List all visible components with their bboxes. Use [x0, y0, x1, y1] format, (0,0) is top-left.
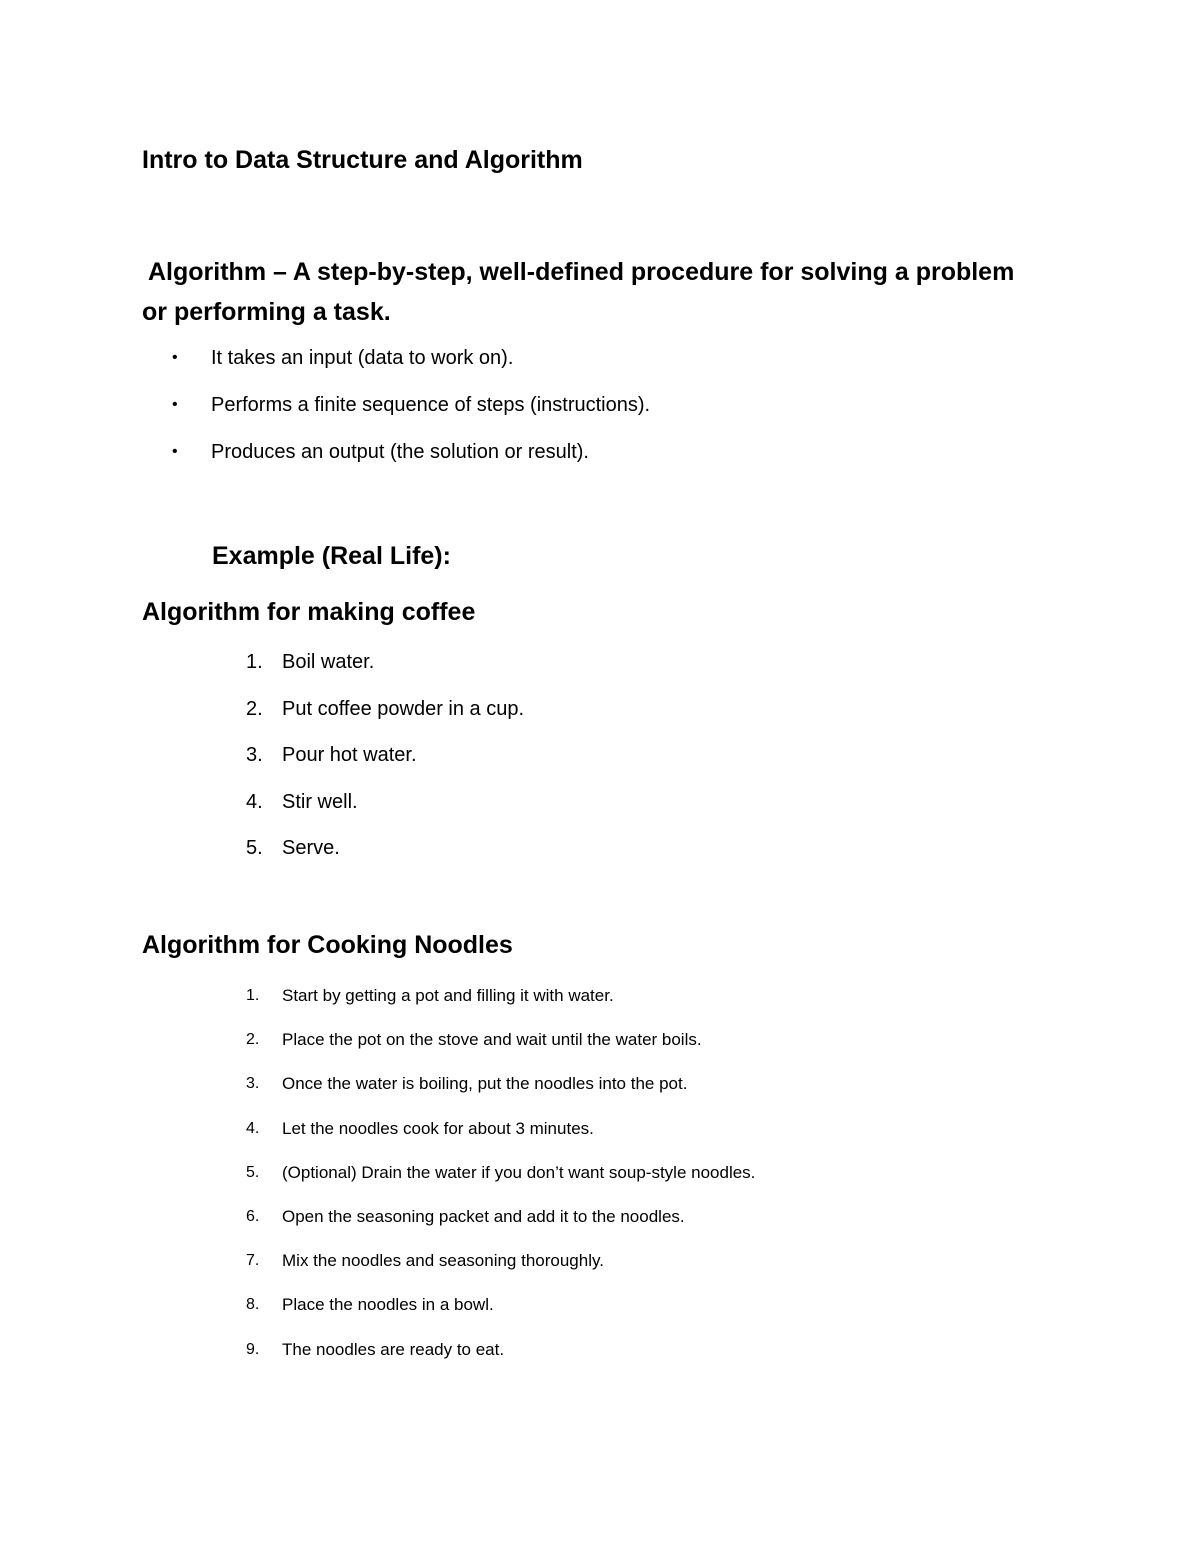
- list-item: [246, 695, 524, 742]
- list-item: [246, 1293, 755, 1337]
- step-number: 4.: [246, 1119, 260, 1137]
- step-text: Once the water is boiling, put the noodles into the pot.: [282, 1074, 688, 1094]
- algorithm-properties-list: [172, 344, 650, 485]
- list-item-text: Performs a finite sequence of steps (instructions).: [211, 394, 651, 416]
- noodles-heading: Algorithm for Cooking Noodles: [142, 931, 513, 959]
- step-number: 3.: [246, 1075, 260, 1093]
- step-number: 2.: [246, 1031, 260, 1049]
- step-text: Start by getting a pot and filling it with water.: [282, 986, 614, 1005]
- step-text: Place the pot on the stove and wait until the water boils.: [282, 1030, 702, 1050]
- coffee-heading: Algorithm for making coffee: [142, 598, 476, 626]
- step-number: 7.: [246, 1252, 260, 1270]
- document-title: Intro to Data Structure and Algorithm: [142, 146, 583, 174]
- list-item: [172, 344, 650, 391]
- noodles-steps-list: [246, 984, 755, 1382]
- step-number: 2.: [246, 697, 263, 720]
- step-text: Pour hot water.: [282, 744, 417, 766]
- step-text: Serve.: [282, 837, 340, 859]
- step-number: 1.: [246, 651, 263, 673]
- list-item: [246, 1028, 755, 1072]
- list-item: [172, 438, 650, 485]
- bullet-icon: •: [172, 396, 178, 413]
- step-text: (Optional) Drain the water if you don’t want soup-style noodles.: [282, 1162, 756, 1182]
- definition-line-2: or performing a task.: [142, 298, 391, 326]
- step-text: Put coffee powder in a cup.: [282, 697, 525, 720]
- example-heading: Example (Real Life):: [212, 542, 451, 570]
- list-item: [246, 1338, 755, 1382]
- step-number: 6.: [246, 1207, 260, 1225]
- bullet-icon: •: [172, 349, 178, 366]
- list-item: [246, 1249, 755, 1293]
- algorithm-definition: [142, 252, 1062, 332]
- list-item-text: Produces an output (the solution or result).: [211, 441, 589, 463]
- list-item: [246, 1205, 755, 1249]
- step-number: 8.: [246, 1296, 260, 1314]
- definition-line-1: Algorithm – A step-by-step, well-defined procedure for solving a problem: [148, 258, 1015, 286]
- step-text: Place the noodles in a bowl.: [282, 1295, 494, 1315]
- bullet-icon: •: [172, 443, 178, 460]
- list-item-text: It takes an input (data to work on).: [211, 347, 514, 369]
- step-number: 1.: [246, 987, 260, 1004]
- list-item: [246, 1072, 755, 1116]
- step-text: The noodles are ready to eat.: [282, 1339, 505, 1359]
- step-text: Let the noodles cook for about 3 minutes.: [282, 1118, 594, 1138]
- step-number: 5.: [246, 1163, 260, 1181]
- list-item: [246, 1161, 755, 1205]
- step-text: Stir well.: [282, 790, 358, 813]
- list-item: [246, 741, 524, 788]
- list-item: [246, 788, 524, 835]
- step-number: 3.: [246, 744, 263, 766]
- step-number: 9.: [246, 1340, 260, 1358]
- list-item: [246, 1117, 755, 1161]
- step-text: Open the seasoning packet and add it to the noodles.: [282, 1206, 685, 1226]
- step-text: Mix the noodles and seasoning thoroughly.: [282, 1251, 604, 1271]
- list-item: [246, 834, 524, 881]
- list-item: [172, 391, 650, 438]
- coffee-steps-list: [246, 648, 524, 881]
- list-item: [246, 984, 755, 1028]
- step-text: Boil water.: [282, 651, 375, 673]
- step-number: 4.: [246, 790, 263, 813]
- step-number: 5.: [246, 837, 263, 859]
- list-item: [246, 648, 524, 695]
